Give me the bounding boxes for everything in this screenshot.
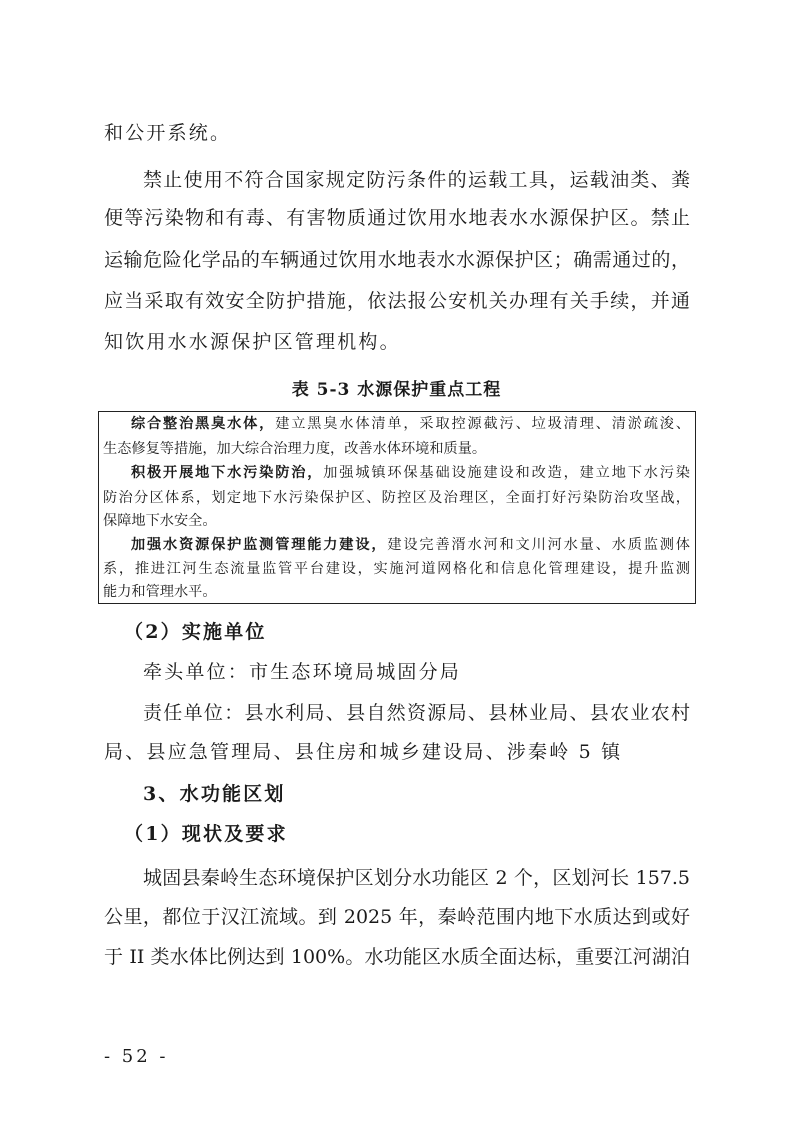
body-line: 局、县应急管理局、县住房和城乡建设局、涉秦岭 5 镇 [104, 741, 623, 763]
section-heading: （2）实施单位 [124, 621, 267, 643]
body-line: 城固县秦岭生态环境保护区划分水功能区 2 个，区划河长 157.5 [143, 867, 690, 889]
box-item-heading: 综合整治黑臭水体， [131, 416, 276, 432]
box-item-heading: 加强水资源保护监测管理能力建设， [131, 537, 388, 553]
table-title: 表 5-3 水源保护重点工程 [291, 380, 502, 400]
box-line: 保障地下水安全。 [103, 513, 217, 529]
body-line: 应当采取有效安全防护措施，依法报公安机关办理有关手续，并通 [104, 290, 690, 312]
body-line: 禁止使用不符合国家规定防污条件的运载工具，运载油类、粪 [143, 169, 690, 191]
box-line: 能力和管理水平。 [103, 584, 217, 600]
box-line: 加强水资源保护监测管理能力建设，建设完善湑水河和文川河水量、水质监测体 [131, 537, 690, 553]
body-line: 公里，都位于汉江流域。到 2025 年，秦岭范围内地下水质达到或好 [104, 906, 690, 928]
box-item-heading: 积极开展地下水污染防治， [131, 465, 324, 481]
body-line: 责任单位：县水利局、县自然资源局、县林业局、县农业农村 [143, 702, 690, 724]
body-line: 和公开系统。 [104, 122, 232, 144]
key-projects-box [98, 411, 696, 604]
box-line: 积极开展地下水污染防治，加强城镇环保基础设施建设和改造，建立地下水污染 [131, 465, 690, 481]
section-heading: 3、水功能区划 [143, 783, 286, 805]
box-line: 系，推进江河生态流量监管平台建设，实施河道网格化和信息化管理建设，提升监测 [103, 561, 690, 577]
subsection-heading: （1）现状及要求 [124, 823, 288, 845]
box-line: 防治分区体系，划定地下水污染保护区、防控区及治理区，全面打好污染防治攻坚战， [103, 490, 690, 506]
body-line: 牵头单位：市生态环境局城固分局 [143, 661, 462, 683]
body-line: 知饮用水水源保护区管理机构。 [104, 331, 401, 353]
body-line: 便等污染物和有毒、有害物质通过饮用水地表水水源保护区。禁止 [104, 207, 690, 229]
body-line: 运输危险化学品的车辆通过饮用水地表水水源保护区；确需通过的， [104, 249, 690, 271]
body-line: 于 II 类水体比例达到 100%。水功能区水质全面达标，重要江河湖泊 [104, 946, 690, 968]
box-line: 生态修复等措施，加大综合治理力度，改善水体环境和质量。 [103, 441, 487, 457]
box-line: 综合整治黑臭水体，建立黑臭水体清单，采取控源截污、垃圾清理、清淤疏浚、 [131, 416, 690, 432]
page-number: - 52 - [104, 1046, 169, 1067]
